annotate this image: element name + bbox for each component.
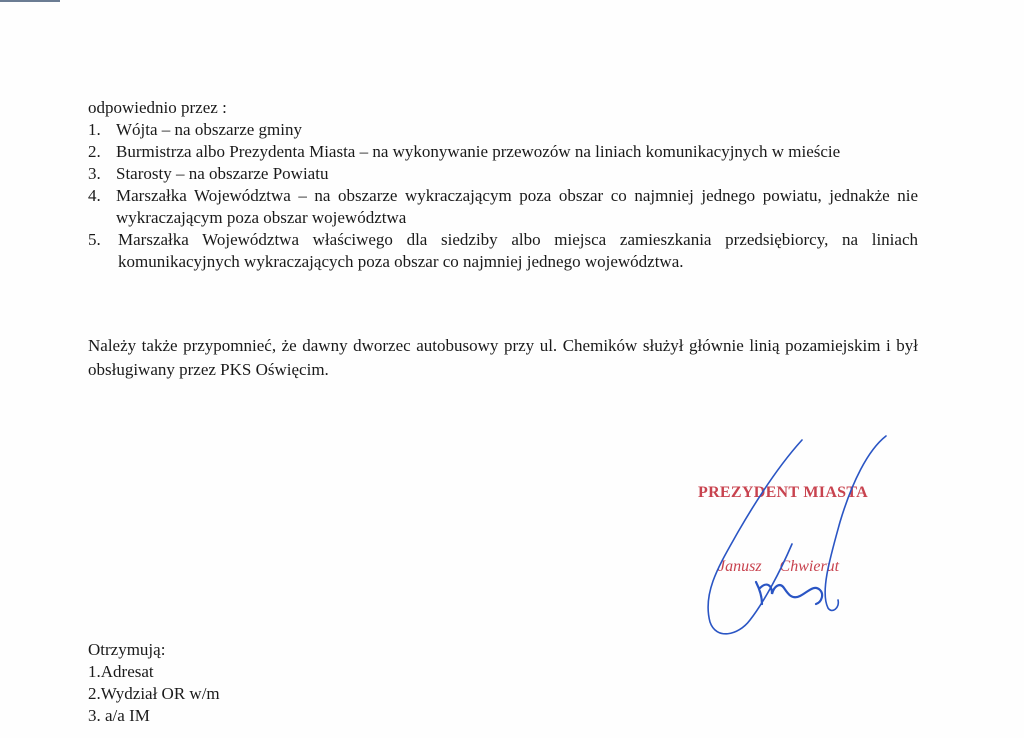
list-item-number: 5. <box>88 230 101 249</box>
recipients-block <box>88 639 220 727</box>
recipients-heading: Otrzymują: <box>88 640 166 659</box>
list-item-text: Starosty – na obszarze Powiatu <box>116 164 329 183</box>
list-item-text: Marszałka Województwa – na obszarze wykraczającym poza obszar co najmniej jednego powiatu, jednakże nie wykraczającym poza obszar województwa <box>116 186 918 227</box>
authority-list <box>88 119 918 273</box>
stamp-name: Janusz Chwierut <box>718 558 840 575</box>
stamp-title: PREZYDENT MIASTA <box>698 484 869 501</box>
list-item-number: 4. <box>88 186 101 205</box>
list-item <box>88 185 918 229</box>
signature-mark <box>690 432 920 642</box>
intro-line: odpowiednio przez : <box>88 98 227 117</box>
recipient-item: 2.Wydział OR w/m <box>88 684 220 703</box>
recipient-item: 3. a/a IM <box>88 706 150 725</box>
list-item <box>88 119 918 141</box>
official-stamp <box>690 432 920 642</box>
note-paragraph: Należy także przypomnieć, że dawny dworzec autobusowy przy ul. Chemików służył głównie linią pozamiejskim i był obsługiwany przez PKS Oświęcim. <box>88 336 918 379</box>
recipient-item: 1.Adresat <box>88 662 154 681</box>
scan-edge-mark <box>0 0 60 2</box>
list-item-text: Marszałka Województwa właściwego dla siedziby albo miejsca zamieszkania przedsiębiorcy, na liniach komunikacyjnych wykraczających poza obszar co najmniej jednego województwa. <box>118 230 918 271</box>
list-item <box>88 141 918 163</box>
list-item <box>88 229 918 273</box>
list-item-text: Wójta – na obszarze gminy <box>116 120 302 139</box>
list-item-text: Burmistrza albo Prezydenta Miasta – na wykonywanie przewozów na liniach komunikacyjnych w mieście <box>116 142 841 161</box>
list-item-number: 1. <box>88 120 101 139</box>
list-item-number: 2. <box>88 142 101 161</box>
list-item <box>88 163 918 185</box>
list-item-number: 3. <box>88 164 101 183</box>
